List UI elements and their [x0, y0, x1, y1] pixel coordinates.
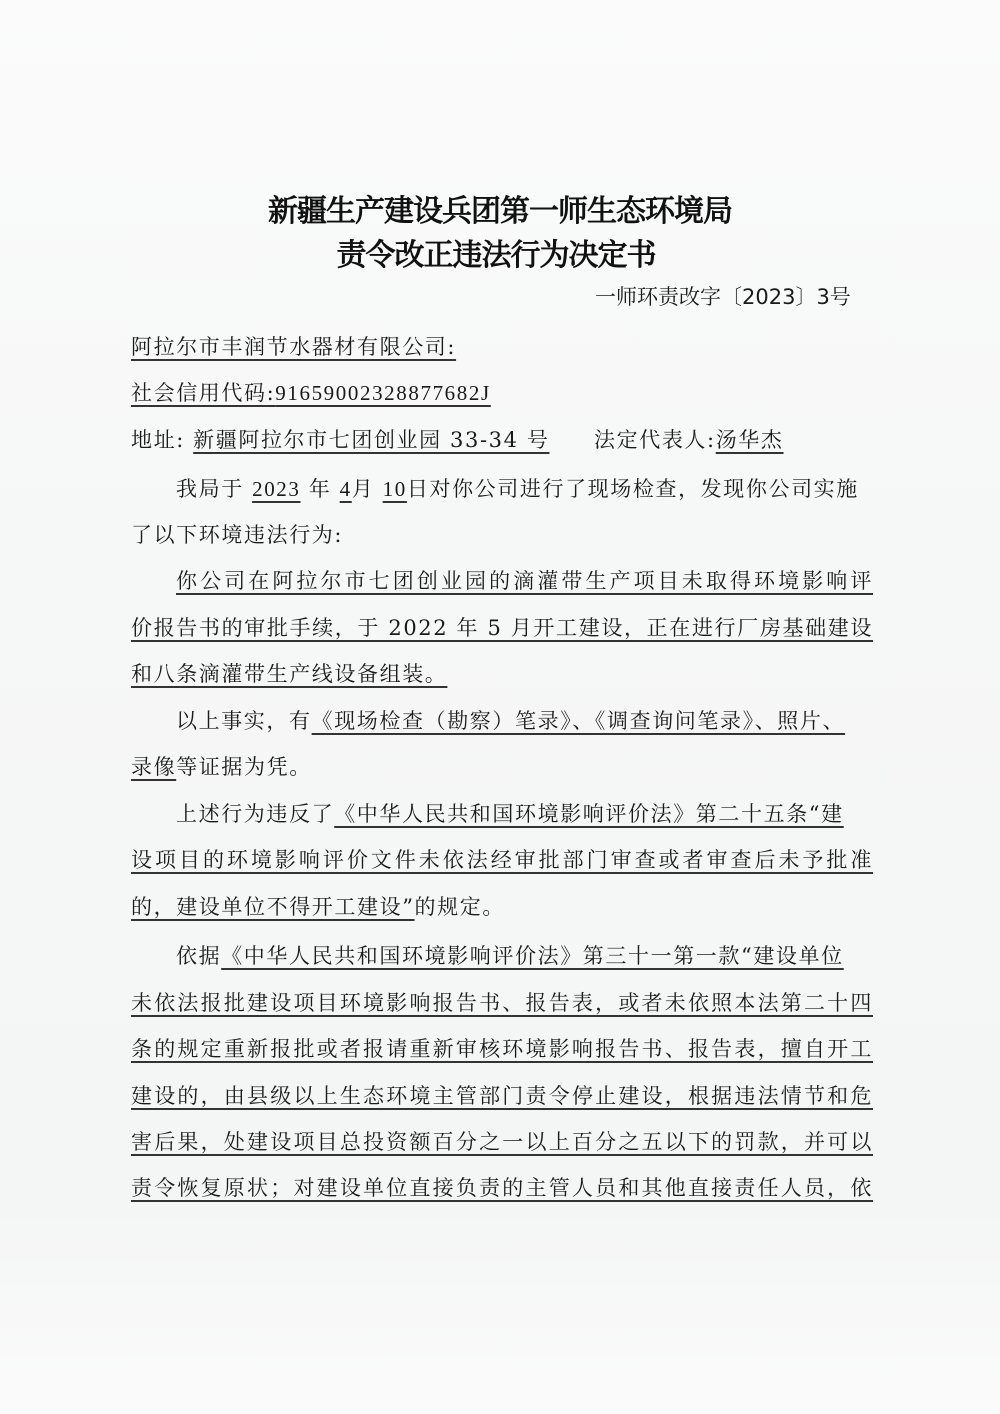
inspection-year: 2023 — [252, 477, 301, 501]
evidence-list: 《现场检查（勘察）笔录》、《调查询问笔录》、照片、 — [311, 709, 846, 733]
inspection-month: 4 — [339, 477, 352, 501]
evidence-line-1: 以上事实，有《现场检查（勘察）笔录》、《调查询问笔录》、照片、 — [176, 709, 846, 733]
violated-law-line-3: 的，建设单位不得开工建设”的规定。 — [131, 895, 505, 919]
credit-code-value: 91659002328877682J — [275, 381, 491, 405]
legal-basis-line-2: 未依法报批建设项目环境影响报告书、报告表，或者未依照本法第二十四 — [131, 991, 873, 1015]
document-type-title: 责令改正违法行为决定书 — [336, 238, 656, 273]
violation-line-2: 价报告书的审批手续，于 2022 年 5 月开工建设，正在进行厂房基础建设 — [131, 616, 873, 640]
credit-code-row — [131, 378, 503, 408]
recipient-company: 阿拉尔市丰润节水器材有限公司: — [131, 335, 457, 359]
issuing-authority-title: 新疆生产建设兵团第一师生态环境局 — [268, 194, 732, 229]
inspection-day: 10 — [382, 477, 407, 501]
legal-basis-citation: 《中华人民共和国环境影响评价法》第三十一第一款“建设单位 — [221, 944, 844, 968]
violated-law-citation: 《中华人民共和国环境影响评价法》第二十五条“建 — [334, 802, 844, 826]
credit-code-label: 社会信用代码: — [131, 381, 276, 405]
evidence-line-2: 录像等证据为凭。 — [131, 755, 312, 779]
legal-basis-line-3: 条的规定重新报批或者报请重新审核环境影响报告书、报告表，擅自开工 — [131, 1037, 873, 1061]
legal-rep-label: 法定代表人: — [594, 428, 716, 452]
address-value: 新疆阿拉尔市七团创业园 33-34 号 — [193, 428, 550, 452]
legal-basis-line-5: 害后果，处建设项目总投资额百分之一以上百分之五以下的罚款，并可以 — [131, 1130, 873, 1154]
violated-law-line-2: 设项目的环境影响评价文件未依法经审批部门审查或者审查后未予批准 — [131, 848, 873, 872]
violation-line-1: 你公司在阿拉尔市七团创业园的滴灌带生产项目未取得环境影响评 — [176, 569, 873, 593]
legal-basis-line-1: 依据《中华人民共和国环境影响评价法》第三十一第一款“建设单位 — [176, 944, 844, 968]
violated-law-line-1: 上述行为违反了《中华人民共和国环境影响评价法》第二十五条“建 — [176, 802, 844, 826]
document-number: 一师环责改字〔2023〕3号 — [595, 285, 851, 309]
legal-rep-value: 汤华杰 — [715, 428, 784, 452]
legal-basis-line-6: 责令恢复原状；对建设单位直接负责的主管人员和其他直接责任人员，依 — [131, 1176, 873, 1200]
violation-line-3: 和八条滴灌带生产线设备组装。 — [131, 662, 448, 686]
legal-basis-line-4: 建设的，由县级以上生态环境主管部门责令停止建设，根据违法情节和危 — [131, 1084, 873, 1108]
address-row — [131, 425, 818, 455]
inspection-paragraph-line-1: 我局于 2023 年 4月 10日对你公司进行了现场检查，发现你公司实施 — [176, 477, 859, 501]
address-label: 地址: — [131, 428, 185, 452]
inspection-paragraph-line-2: 了以下环境违法行为: — [131, 523, 344, 547]
